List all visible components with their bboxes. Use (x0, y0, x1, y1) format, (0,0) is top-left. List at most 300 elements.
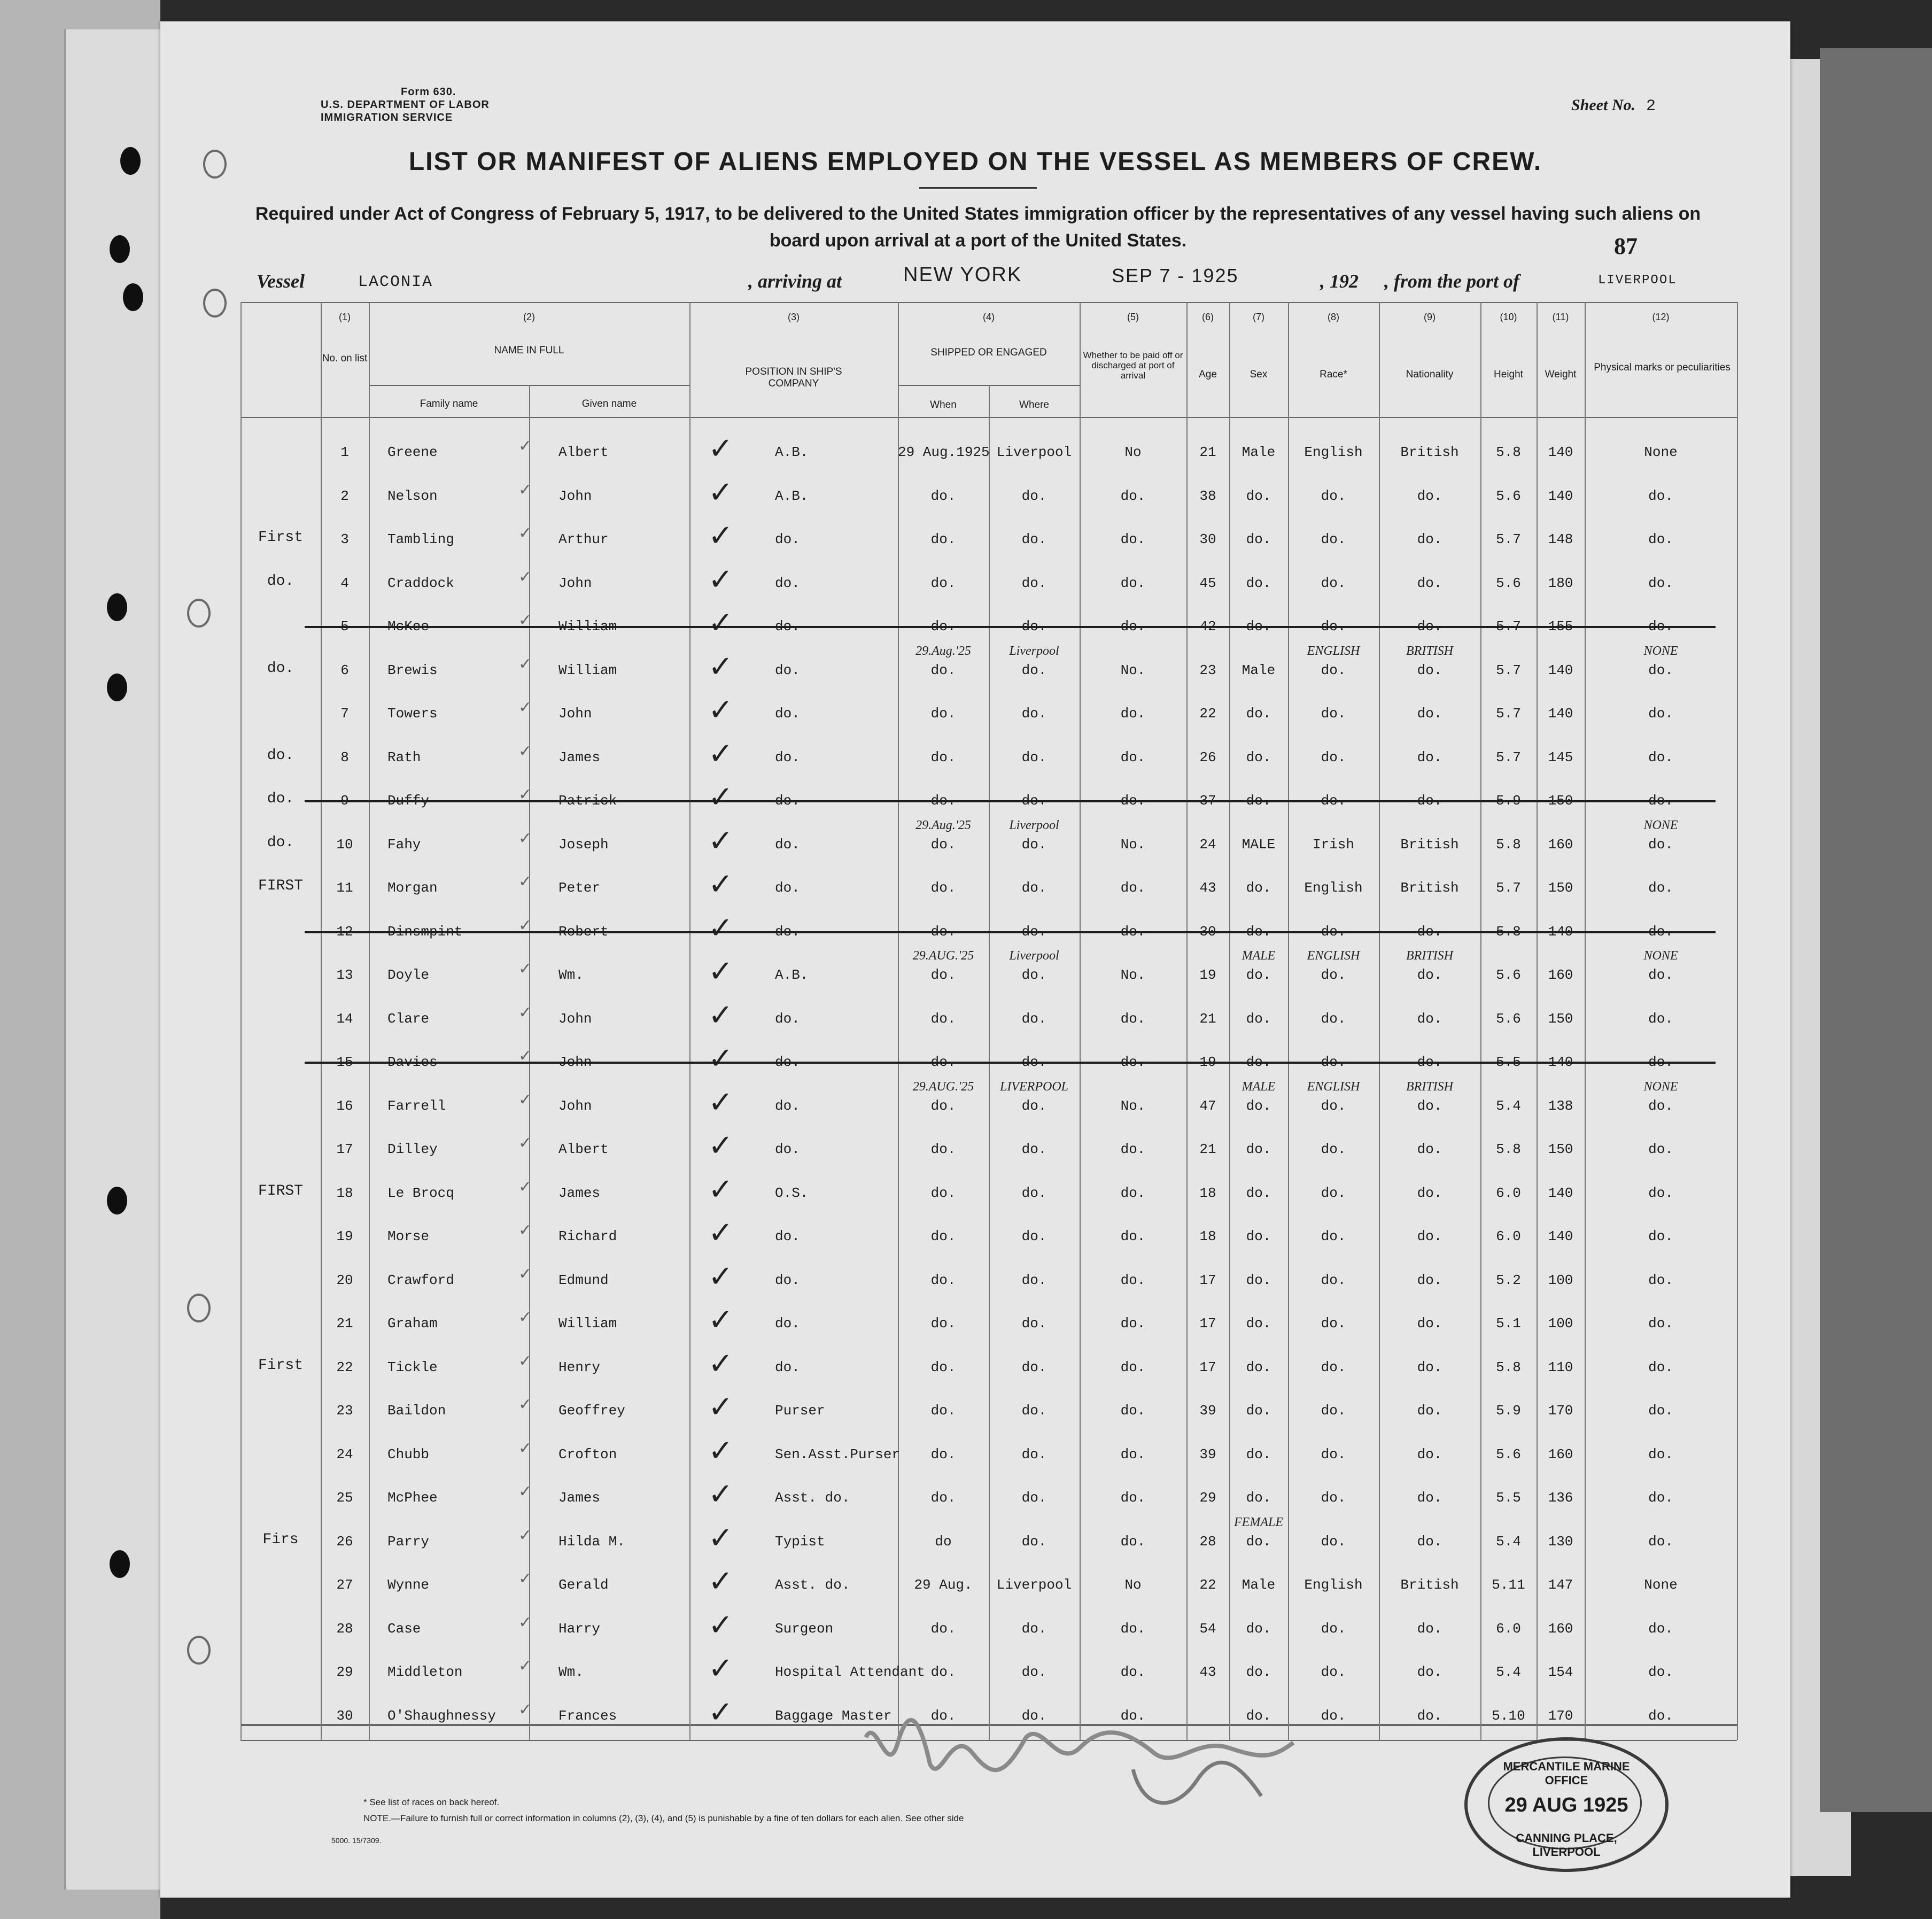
cell-age: 18 (1199, 1228, 1216, 1244)
cell-sex: do. (1246, 575, 1271, 591)
col-num: (3) (788, 312, 800, 322)
check-mark-icon: ✓ (708, 562, 733, 597)
cell-nationality: do. (1417, 1185, 1442, 1201)
cell-family-name: Doyle (387, 967, 430, 983)
cell-race: do. (1321, 618, 1346, 634)
cell-sex: do. (1246, 1403, 1271, 1419)
handwritten-annotation: NONE (1643, 949, 1678, 963)
cell-height: 6.0 (1496, 1228, 1521, 1244)
check-mark-icon: ✓ (708, 1607, 733, 1643)
cell-weight: 160 (1548, 1446, 1573, 1463)
margin-note: do. (267, 660, 294, 677)
cell-where: do. (1021, 1446, 1047, 1463)
cell-given-name: Gerald (558, 1577, 609, 1593)
cell-when: do. (930, 836, 956, 853)
cell-race: Irish (1312, 836, 1354, 853)
table-row (240, 780, 1737, 815)
table-row (240, 693, 1737, 728)
table-row (240, 1041, 1737, 1077)
arriving-label: , arriving at (748, 270, 842, 292)
cell-paid-off: No (1124, 1577, 1142, 1593)
strike-through-line (305, 1062, 1716, 1064)
binder-hole (120, 147, 141, 175)
cell-when: do. (930, 793, 956, 809)
cell-height: 5.5 (1496, 1054, 1521, 1070)
tick-mark-icon: ✓ (518, 1003, 532, 1022)
cell-given-name: Edmund (558, 1272, 609, 1288)
tick-mark-icon: ✓ (518, 741, 532, 761)
cell-position: do. (775, 1272, 800, 1288)
margin-note: First (258, 529, 303, 546)
page-title: LIST OR MANIFEST OF ALIENS EMPLOYED ON THE VESSEL AS MEMBERS OF CREW. (408, 148, 1542, 176)
header-where: Where (1019, 399, 1049, 411)
table-row (240, 519, 1737, 554)
cell-nationality: do. (1417, 1054, 1442, 1070)
cell-race: do. (1321, 1490, 1346, 1506)
cell-no: 15 (336, 1054, 353, 1070)
cell-no: 27 (336, 1577, 353, 1593)
cell-nationality: do. (1417, 1272, 1442, 1288)
page-subtitle: Required under Act of Congress of February 5, 1917, to be delivered to the United States immigration officer by the representatives of any vessel having such aliens on board upon arrival at a port of the United States. (255, 204, 1701, 251)
cell-age: 29 (1199, 1490, 1216, 1506)
cell-weight: 170 (1548, 1403, 1573, 1419)
cell-sex: do. (1246, 1446, 1271, 1463)
cell-given-name: John (558, 706, 592, 722)
check-mark-icon: ✓ (708, 823, 733, 858)
table-row (240, 1216, 1737, 1251)
handwritten-annotation: NONE (1643, 1079, 1678, 1094)
cell-no: 17 (336, 1141, 353, 1157)
cell-sex: do. (1246, 1010, 1271, 1027)
cell-race: do. (1321, 1316, 1346, 1332)
cell-position: do. (775, 1097, 800, 1114)
cell-weight: 140 (1548, 662, 1573, 678)
cell-race: do. (1321, 1054, 1346, 1070)
cell-height: 5.7 (1496, 706, 1521, 722)
cell-where: do. (1021, 1185, 1047, 1201)
cell-given-name: Peter (558, 880, 601, 896)
header-position: POSITION IN SHIP'S COMPANY (745, 366, 842, 389)
cell-nationality: do. (1417, 488, 1442, 504)
back-sheet-dark (1820, 48, 1932, 1812)
table-row (240, 1390, 1737, 1425)
cell-sex: MALE (1242, 836, 1276, 853)
tick-mark-icon: ✓ (518, 1047, 532, 1065)
cell-no: 8 (340, 749, 349, 765)
cell-paid-off: do. (1120, 1359, 1146, 1375)
check-mark-icon: ✓ (708, 1085, 733, 1120)
cell-position: do. (775, 749, 800, 765)
print-code: 5000. 15/7309. (331, 1836, 382, 1845)
handwritten-annotation: BRITISH (1406, 949, 1453, 963)
tick-mark-icon: ✓ (518, 1569, 532, 1588)
cell-when: do. (930, 1490, 956, 1506)
tick-mark-icon: ✓ (518, 872, 532, 891)
cell-position: A.B. (775, 444, 809, 460)
cell-where: do. (1021, 1141, 1047, 1157)
table-row (240, 1477, 1737, 1512)
cell-when: do. (930, 1097, 956, 1114)
manifest-page (160, 21, 1790, 1898)
cell-family-name: Middleton (387, 1664, 463, 1680)
cell-race: do. (1321, 1446, 1346, 1463)
cell-family-name: Morse (387, 1228, 430, 1244)
cell-race: do. (1321, 1141, 1346, 1157)
cell-no: 28 (336, 1620, 353, 1637)
cell-age: 43 (1199, 1664, 1216, 1680)
col-num: (11) (1552, 312, 1569, 322)
stamp-top-text: MERCANTILE MARINE OFFICE (1503, 1760, 1630, 1787)
cell-weight: 160 (1548, 836, 1573, 853)
cell-family-name: Tambling (387, 531, 454, 547)
tick-mark-icon: ✓ (518, 654, 532, 674)
cell-race: do. (1321, 662, 1346, 678)
col-num: (4) (983, 312, 995, 322)
from-port: LIVERPOOL (1598, 273, 1677, 288)
cell-paid-off: do. (1120, 923, 1146, 940)
cell-family-name: Chubb (387, 1446, 430, 1463)
header-no-on-list: No. on list (322, 353, 368, 364)
cell-age: 21 (1199, 444, 1216, 460)
cell-no: 29 (336, 1664, 353, 1680)
cell-age: 54 (1199, 1620, 1216, 1637)
cell-paid-off: do. (1120, 749, 1146, 765)
cell-no: 5 (340, 618, 349, 634)
cell-when: do. (930, 488, 956, 504)
cell-family-name: Farrell (387, 1097, 446, 1114)
cell-when: do. (930, 1664, 956, 1680)
binder-hole (107, 674, 127, 701)
check-mark-icon: ✓ (708, 1346, 733, 1381)
cell-where: do. (1021, 967, 1047, 983)
cell-no: 21 (336, 1316, 353, 1332)
tick-mark-icon: ✓ (518, 1700, 532, 1719)
cell-position: Typist (775, 1533, 825, 1550)
cell-sex: do. (1246, 880, 1271, 896)
check-mark-icon: ✓ (708, 475, 733, 510)
cell-position: A.B. (775, 967, 809, 983)
cell-weight: 110 (1548, 1359, 1573, 1375)
handwritten-annotation: BRITISH (1406, 644, 1453, 658)
cell-weight: 130 (1548, 1533, 1573, 1550)
cell-height: 6.0 (1496, 1620, 1521, 1637)
cell-family-name: Craddock (387, 575, 454, 591)
cell-age: 17 (1199, 1272, 1216, 1288)
cell-height: 5.9 (1496, 1403, 1521, 1419)
cell-position: Baggage Master (775, 1707, 892, 1724)
cell-nationality: British (1400, 880, 1459, 896)
check-mark-icon: ✓ (708, 1520, 733, 1556)
cell-paid-off: No. (1120, 662, 1146, 678)
cell-sex: do. (1246, 488, 1271, 504)
col-num: (1) (339, 312, 351, 322)
tick-mark-icon: ✓ (518, 1351, 532, 1371)
cell-paid-off: do. (1120, 1054, 1146, 1070)
table-row (240, 1303, 1737, 1338)
cell-where: do. (1021, 1620, 1047, 1637)
mercantile-marine-stamp (1464, 1737, 1669, 1872)
cell-where: do. (1021, 662, 1047, 678)
handwritten-annotation: FEMALE (1234, 1515, 1283, 1529)
cell-where: do. (1021, 531, 1047, 547)
cell-given-name: Albert (558, 444, 609, 460)
cell-weight: 140 (1548, 1185, 1573, 1201)
cell-given-name: John (558, 488, 592, 504)
tick-mark-icon: ✓ (518, 1395, 532, 1414)
cell-family-name: Brewis (387, 662, 438, 678)
cell-paid-off: do. (1120, 1620, 1146, 1637)
cell-position: do. (775, 1316, 800, 1332)
cell-race: do. (1321, 1228, 1346, 1244)
cell-physical-marks: do. (1648, 793, 1673, 809)
cell-physical-marks: do. (1648, 1054, 1673, 1070)
binder-hole (107, 1187, 127, 1214)
cell-height: 5.6 (1496, 488, 1521, 504)
cell-physical-marks: None (1644, 1577, 1678, 1593)
tick-mark-icon: ✓ (518, 1134, 532, 1152)
cell-given-name: James (558, 1490, 601, 1506)
vessel-name: LACONIA (358, 273, 433, 291)
cell-where: do. (1021, 1010, 1047, 1027)
handwritten-annotation: MALE (1242, 1079, 1276, 1094)
cell-weight: 154 (1548, 1664, 1573, 1680)
margin-note: do. (267, 572, 294, 590)
cell-position: do. (775, 1010, 800, 1027)
cell-sex: do. (1246, 967, 1271, 983)
col-num: (6) (1202, 312, 1214, 322)
vessel-label: Vessel (257, 270, 305, 292)
footnote-note: NOTE.—Failure to furnish full or correct information in columns (2), (3), (4), and (5) is punishable by a fine of ten dollars for each alien. See other side (363, 1813, 964, 1823)
cell-paid-off: do. (1120, 1228, 1146, 1244)
cell-paid-off: do. (1120, 488, 1146, 504)
cell-family-name: Case (387, 1620, 421, 1637)
cell-given-name: Patrick (558, 793, 617, 809)
cell-given-name: Hilda M. (558, 1533, 625, 1550)
cell-physical-marks: do. (1648, 1010, 1673, 1027)
header-sex: Sex (1250, 369, 1268, 380)
cell-sex: do. (1246, 1316, 1271, 1332)
table-row (240, 1433, 1737, 1469)
cell-paid-off: do. (1120, 531, 1146, 547)
handwritten-annotation: Liverpool (1009, 949, 1059, 963)
cell-physical-marks: do. (1648, 1359, 1673, 1375)
cell-weight: 140 (1548, 1054, 1573, 1070)
cell-when: do. (930, 1316, 956, 1332)
cell-physical-marks: do. (1648, 1664, 1673, 1680)
cell-race: do. (1321, 1359, 1346, 1375)
cell-family-name: Morgan (387, 880, 438, 896)
from-port-label: , from the port of (1384, 270, 1520, 292)
cell-race: do. (1321, 793, 1346, 809)
cell-physical-marks: do. (1648, 531, 1673, 547)
table-row (240, 910, 1737, 946)
cell-sex: do. (1246, 706, 1271, 722)
header-weight: Weight (1545, 369, 1577, 380)
cell-where: do. (1021, 1272, 1047, 1288)
cell-no: 9 (340, 793, 349, 809)
cell-physical-marks: do. (1648, 618, 1673, 634)
cell-paid-off: do. (1120, 1316, 1146, 1332)
tick-mark-icon: ✓ (518, 1526, 532, 1545)
footnote-races: * See list of races on back hereof. (363, 1797, 500, 1807)
cell-age: 23 (1199, 662, 1216, 678)
cell-age: 21 (1199, 1010, 1216, 1027)
margin-note: FIRST (258, 878, 303, 894)
cell-physical-marks: do. (1648, 1141, 1673, 1157)
cell-where: Liverpool (996, 1577, 1072, 1593)
cell-sex: do. (1246, 923, 1271, 940)
cell-given-name: Henry (558, 1359, 601, 1375)
check-mark-icon: ✓ (708, 519, 733, 553)
cell-height: 5.8 (1496, 1359, 1521, 1375)
table-row (240, 1651, 1737, 1686)
binder-hole (110, 1550, 130, 1578)
cell-nationality: do. (1417, 1228, 1442, 1244)
col-num: (7) (1253, 312, 1264, 322)
tick-mark-icon: ✓ (518, 698, 532, 717)
handwritten-annotation: LIVERPOOL (1000, 1079, 1068, 1094)
cell-paid-off: do. (1120, 1185, 1146, 1201)
table-row (240, 949, 1737, 989)
cell-position: do. (775, 575, 800, 591)
cell-where: do. (1021, 923, 1047, 940)
cell-paid-off: do. (1120, 1664, 1146, 1680)
cell-race: do. (1321, 749, 1346, 765)
cell-weight: 147 (1548, 1577, 1573, 1593)
cell-given-name: William (558, 618, 617, 634)
cell-physical-marks: do. (1648, 749, 1673, 765)
check-mark-icon: ✓ (708, 780, 733, 815)
cell-when: do. (930, 1620, 956, 1637)
cell-when: do (935, 1533, 952, 1550)
col-num: (10) (1500, 312, 1517, 322)
cell-when: do. (930, 923, 956, 940)
check-mark-icon: ✓ (708, 1259, 733, 1294)
cell-given-name: James (558, 749, 601, 765)
cell-no: 13 (336, 967, 353, 983)
cell-weight: 155 (1548, 618, 1573, 634)
cell-sex: do. (1246, 793, 1271, 809)
cell-where: do. (1021, 1707, 1047, 1724)
check-mark-icon: ✓ (708, 1303, 733, 1337)
cell-height: 5.11 (1492, 1577, 1525, 1593)
stamp-bottom-text: CANNING PLACE, LIVERPOOL (1516, 1831, 1617, 1859)
cell-physical-marks: do. (1648, 1316, 1673, 1332)
strike-through-line (305, 931, 1716, 933)
reinforcement-ring (187, 1294, 211, 1322)
cell-family-name: Graham (387, 1316, 438, 1332)
cell-family-name: McPhee (387, 1490, 438, 1506)
cell-given-name: John (558, 1054, 592, 1070)
tick-mark-icon: ✓ (518, 785, 532, 804)
reinforcement-ring (203, 289, 227, 318)
cell-weight: 180 (1548, 575, 1573, 591)
cell-sex: do. (1246, 1620, 1271, 1637)
cell-height: 5.9 (1496, 793, 1521, 809)
cell-family-name: Rath (387, 749, 421, 765)
cell-given-name: Crofton (558, 1446, 617, 1463)
check-mark-icon: ✓ (708, 867, 733, 902)
cell-sex: do. (1246, 1272, 1271, 1288)
cell-where: Liverpool (996, 444, 1072, 460)
cell-height: 5.8 (1496, 836, 1521, 853)
cell-weight: 140 (1548, 444, 1573, 460)
cell-physical-marks: do. (1648, 1620, 1673, 1637)
tick-mark-icon: ✓ (518, 1613, 532, 1632)
cell-where: do. (1021, 1097, 1047, 1114)
table-row (240, 1607, 1737, 1643)
handwritten-annotation: ENGLISH (1307, 949, 1360, 963)
header-height: Height (1494, 369, 1523, 380)
reinforcement-ring (187, 1636, 211, 1665)
table-row (240, 867, 1737, 902)
cell-paid-off: No. (1120, 967, 1146, 983)
sheet-label: Sheet No. (1571, 96, 1635, 114)
cell-height: 5.8 (1496, 1141, 1521, 1157)
cell-physical-marks: do. (1648, 575, 1673, 591)
cell-where: do. (1021, 575, 1047, 591)
cell-given-name: Richard (558, 1228, 617, 1244)
cell-when: do. (930, 531, 956, 547)
cell-race: do. (1321, 923, 1346, 940)
cell-race: do. (1321, 531, 1346, 547)
cell-race: do. (1321, 488, 1346, 504)
cell-no: 10 (336, 836, 353, 853)
cell-family-name: McKee (387, 618, 430, 634)
cell-nationality: do. (1417, 706, 1442, 722)
reinforcement-ring (187, 599, 211, 628)
cell-no: 18 (336, 1185, 353, 1201)
cell-weight: 150 (1548, 880, 1573, 896)
cell-height: 5.8 (1496, 923, 1521, 940)
cell-height: 5.4 (1496, 1664, 1521, 1680)
cell-family-name: Fahy (387, 836, 421, 853)
header-physical-marks: Physical marks or peculiarities (1594, 362, 1731, 373)
cell-height: 5.7 (1496, 880, 1521, 896)
cell-height: 5.4 (1496, 1097, 1521, 1114)
cell-nationality: British (1400, 1577, 1459, 1593)
cell-position: do. (775, 836, 800, 853)
cell-when: do. (930, 618, 956, 634)
cell-no: 3 (340, 531, 349, 547)
cell-weight: 150 (1548, 1010, 1573, 1027)
cell-paid-off: do. (1120, 706, 1146, 722)
cell-no: 24 (336, 1446, 353, 1463)
table-row (240, 1259, 1737, 1295)
sheet-value: 2 (1646, 97, 1656, 115)
handwritten-annotation: ENGLISH (1307, 644, 1360, 658)
cell-physical-marks: do. (1648, 1446, 1673, 1463)
handwritten-annotation: ENGLISH (1307, 1079, 1360, 1094)
cell-where: do. (1021, 1403, 1047, 1419)
cell-height: 5.8 (1496, 444, 1521, 460)
handwritten-annotation: BRITISH (1406, 1079, 1453, 1094)
stamp-date: 29 AUG 1925 (1504, 1794, 1628, 1816)
cell-family-name: O'Shaughnessy (387, 1707, 496, 1724)
cell-nationality: do. (1417, 749, 1442, 765)
table-top-rule (240, 302, 1737, 303)
cell-nationality: do. (1417, 1707, 1442, 1724)
cell-sex: do. (1246, 1707, 1271, 1724)
cell-no: 6 (340, 662, 349, 678)
cell-given-name: John (558, 575, 592, 591)
table-row (240, 1515, 1737, 1556)
margin-note: do. (267, 834, 294, 851)
cell-sex: do. (1246, 1054, 1271, 1070)
cell-age: 21 (1199, 1141, 1216, 1157)
cell-when: 29 Aug.1925 (898, 444, 990, 460)
header-name-in-full: NAME IN FULL (494, 345, 564, 356)
